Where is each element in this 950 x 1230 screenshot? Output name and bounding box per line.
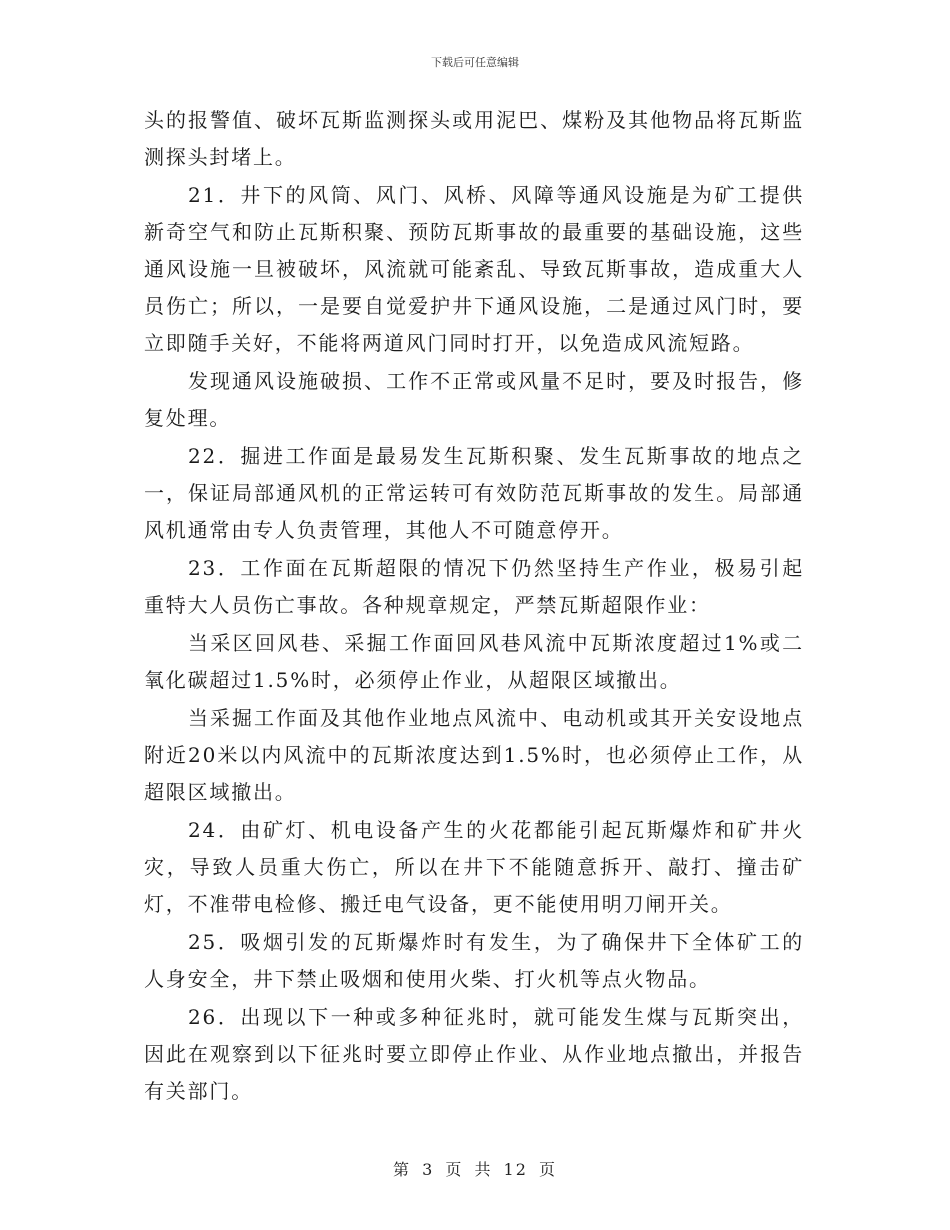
paragraph-item-22: 22．掘进工作面是最易发生瓦斯积聚、发生瓦斯事故的地点之一，保证局部通风机的正常运转可有效防范瓦斯事故的发生。局部通风机通常由专人负责管理，其他人不可随意停开。 [144, 444, 804, 542]
paragraph-item-21: 21．井下的风筒、风门、风桥、风障等通风设施是为矿工提供新奇空气和防止瓦斯积聚、预防瓦斯事故的最重要的基础设施，这些通风设施一旦被破坏，风流就可能紊乱、导致瓦斯事故，造成重大人员伤亡；所以，一是要自觉爱护井下通风设施，二是通过风门时，要立即随手关好，不能将两道风门同时打开，以免造成风流短路。 [144, 183, 804, 355]
paragraph-return-airway-limit: 当采区回风巷、采掘工作面回风巷风流中瓦斯浓度超过1%或二氧化碳超过1.5%时，必须停止作业，从超限区域撤出。 [144, 631, 804, 692]
paragraph-item-24: 24．由矿灯、机电设备产生的火花都能引起瓦斯爆炸和矿井火灾，导致人员重大伤亡，所以在井下不能随意拆开、敲打、撞击矿灯，不准带电检修、搬迁电气设备，更不能使用明刀闸开关。 [144, 818, 804, 916]
paragraph-workface-limit: 当采掘工作面及其他作业地点风流中、电动机或其开关安设地点附近20米以内风流中的瓦斯浓度达到1.5%时，也必须停止工作，从超限区域撤出。 [144, 706, 804, 804]
page-number-footer: 第 3 页 共 12 页 [393, 1160, 557, 1179]
paragraph-item-26: 26．出现以下一种或多种征兆时，就可能发生煤与瓦斯突出，因此在观察到以下征兆时要立即停止作业、从作业地点撤出，并报告有关部门。 [144, 1005, 804, 1103]
paragraph-ventilation-report: 发现通风设施破损、工作不正常或风量不足时，要及时报告，修复处理。 [144, 369, 804, 430]
paragraph-item-25: 25．吸烟引发的瓦斯爆炸时有发生，为了确保井下全体矿工的人身安全，井下禁止吸烟和使用火柴、打火机等点火物品。 [144, 930, 804, 991]
page-header: 下载后可任意编辑 [431, 56, 519, 69]
paragraph-item-23: 23．工作面在瓦斯超限的情况下仍然坚持生产作业，极易引起重特大人员伤亡事故。各种规章规定，严禁瓦斯超限作业： [144, 556, 804, 617]
paragraph-continuation: 头的报警值、破坏瓦斯监测探头或用泥巴、煤粉及其他物品将瓦斯监测探头封堵上。 [144, 108, 804, 169]
document-body [144, 102, 804, 1111]
